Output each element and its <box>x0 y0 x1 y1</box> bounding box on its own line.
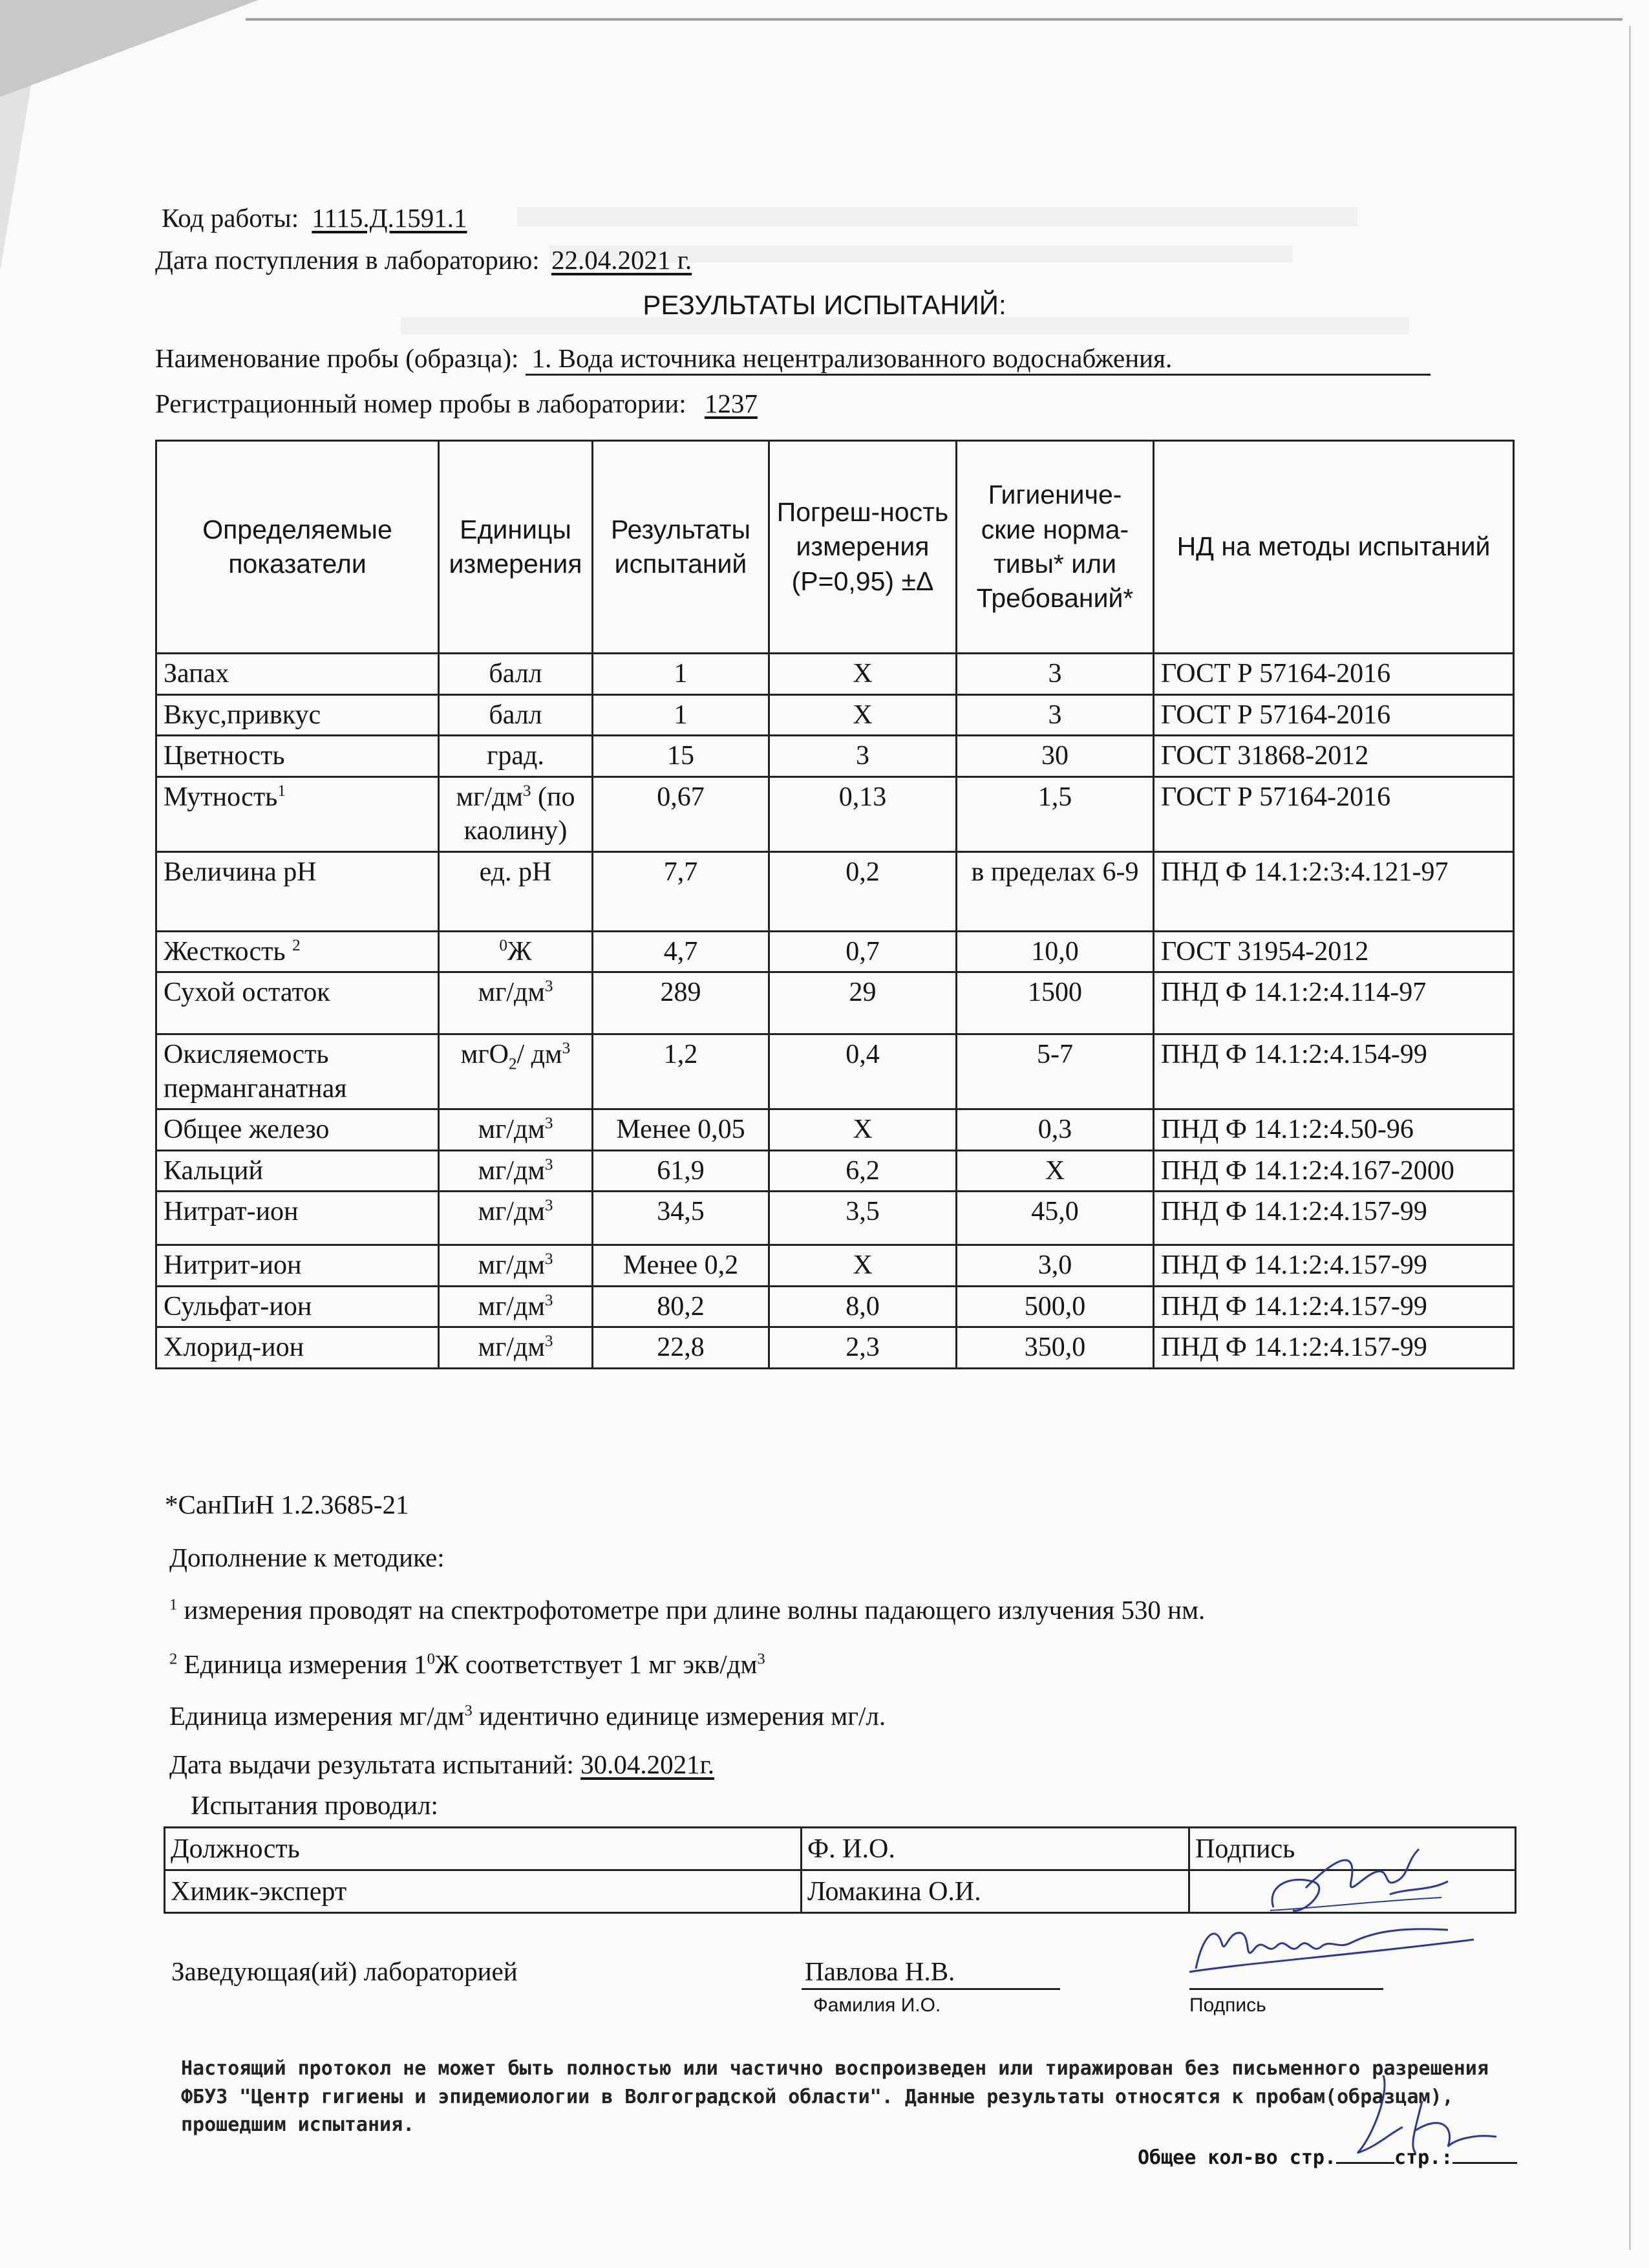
cell-unit <box>439 1150 593 1192</box>
head-label: Заведующая(ий) лабораторией <box>171 1956 518 1986</box>
footnote-2-text-b: Ж соответствует 1 мг экв/дм <box>434 1649 758 1679</box>
table-row <box>156 1150 1514 1192</box>
footnote-1-text: измерения проводят на спектрофотометре при длине волны падающего излучения 530 нм. <box>177 1595 1206 1625</box>
cell-norm: Х <box>957 1150 1154 1192</box>
cell-result: 1,2 <box>593 1034 769 1109</box>
received-date-label: Дата поступления в лабораторию: <box>155 245 540 275</box>
col-header-result: Результаты испытаний <box>593 441 769 654</box>
cell-error: 6,2 <box>769 1150 957 1192</box>
received-date-value: 22.04.2021 г. <box>551 245 692 275</box>
cell-result: 1 <box>593 654 769 695</box>
issue-date-value: 30.04.2021г. <box>580 1749 715 1779</box>
reg-number-label: Регистрационный номер пробы в лаборатории: <box>155 389 686 418</box>
footnote-2-exponent: 3 <box>757 1650 765 1668</box>
unit-text: мг/дм <box>478 1332 545 1362</box>
cell-method: ГОСТ Р 57164-2016 <box>1154 654 1514 695</box>
cell-result: 1 <box>593 694 769 736</box>
unit-text: мг/дм <box>478 1115 545 1144</box>
cell-unit: балл <box>439 694 593 736</box>
cell-unit <box>439 1109 593 1151</box>
results-table <box>155 440 1515 1369</box>
indicator-text: Мутность <box>164 782 278 812</box>
unit-equivalence-note <box>169 1700 886 1731</box>
footnote-2 <box>169 1649 765 1680</box>
cell-method: ГОСТ Р 57164-2016 <box>1154 694 1514 736</box>
sample-name-line <box>155 343 1506 376</box>
cell-norm: 3 <box>957 654 1154 695</box>
results-title: РЕЗУЛЬТАТЫ ИСПЫТАНИЙ: <box>643 290 1006 320</box>
cell-norm: 0,3 <box>957 1109 1154 1151</box>
cell-indicator: Общее железо <box>156 1109 439 1151</box>
cell-indicator: Хлорид-ион <box>156 1327 439 1369</box>
head-sign-rule <box>1189 1988 1383 1990</box>
cell-error: 0,4 <box>769 1034 957 1109</box>
cell-error: Х <box>769 694 957 736</box>
cell-result: 4,7 <box>593 931 769 972</box>
cell-result: 7,7 <box>593 851 769 931</box>
cell-result: 15 <box>593 736 769 777</box>
table-header-row <box>156 441 1514 654</box>
unit-text: мг/дм <box>478 1155 545 1186</box>
cell-indicator: Величина pH <box>156 851 439 931</box>
col-position: Должность <box>165 1828 802 1870</box>
unit-subscript: 2 <box>508 1055 517 1073</box>
issue-date-label: Дата выдачи результата испытаний: <box>169 1749 574 1779</box>
cell-method: ПНД Ф 14.1:2:4.157-99 <box>1154 1192 1514 1245</box>
cell-method: ПНД Ф 14.1:2:4.50-96 <box>1154 1109 1514 1151</box>
cell-error: 8,0 <box>769 1286 957 1327</box>
reg-number-line <box>155 388 758 419</box>
unit-exponent: 3 <box>562 1040 571 1057</box>
cell-unit <box>439 1034 593 1109</box>
col-name: Ф. И.О. <box>802 1828 1189 1870</box>
addition-title: Дополнение к методике: <box>169 1543 445 1572</box>
cell-error: 2,3 <box>769 1327 957 1369</box>
scan-top-edge <box>246 18 1622 21</box>
table-row <box>156 1034 1514 1109</box>
cell-method: ПНД Ф 14.1:2:4.114-97 <box>1154 972 1514 1034</box>
cell-result: 22,8 <box>593 1327 769 1369</box>
bleed-through <box>517 207 1357 226</box>
unit-text: мгО <box>460 1040 509 1069</box>
cell-norm: 30 <box>957 736 1154 777</box>
footnote-2-degree: 0 <box>427 1650 435 1668</box>
table-row <box>156 1327 1514 1369</box>
cell-unit: град. <box>439 736 593 777</box>
table-row <box>156 851 1514 931</box>
table-row <box>156 1286 1514 1327</box>
footer-initials <box>1345 2069 1506 2166</box>
cell-method: ПНД Ф 14.1:2:4.157-99 <box>1154 1327 1514 1369</box>
cell-unit <box>439 1286 593 1327</box>
cell-norm: 3,0 <box>957 1245 1154 1287</box>
footnote-1-mark: 1 <box>169 1596 178 1614</box>
unit-exponent: 3 <box>544 1155 553 1173</box>
table-row <box>156 736 1514 777</box>
table-row <box>156 1109 1514 1151</box>
cell-norm: в пределах 6-9 <box>957 851 1154 931</box>
footnote-mark: 2 <box>292 936 301 954</box>
unit-tail: (по каолину) <box>463 782 575 846</box>
footnote-mark: 1 <box>277 782 286 800</box>
tested-by-label: Испытания проводил: <box>191 1790 438 1820</box>
cell-unit <box>439 931 593 972</box>
cell-indicator: Нитрит-ион <box>156 1245 439 1287</box>
reg-number-value: 1237 <box>704 389 758 418</box>
cell-unit <box>439 972 593 1034</box>
cell-indicator: Нитрат-ион <box>156 1192 439 1245</box>
unit-degree: 0 <box>499 936 507 954</box>
head-name-caption: Фамилия И.О. <box>813 1995 941 2016</box>
col-signature: Подпись <box>1189 1828 1516 1870</box>
cell-unit <box>439 1327 593 1369</box>
unit-text: мг/дм <box>478 1291 545 1321</box>
table-row <box>156 931 1514 972</box>
col-header-unit: Единицы измерения <box>439 441 593 654</box>
table-row <box>156 776 1514 851</box>
unit-exponent: 3 <box>544 1115 553 1132</box>
cell-indicator: Вкус,привкус <box>156 694 439 736</box>
cell-norm: 350,0 <box>957 1327 1154 1369</box>
work-code-label: Код работы: <box>162 203 299 233</box>
cell-unit: балл <box>439 654 593 695</box>
col-header-indicator: Определяемые показатели <box>156 441 439 654</box>
cell-norm: 1,5 <box>957 776 1154 851</box>
cell-error: 0,7 <box>769 931 957 972</box>
cell-result: 61,9 <box>593 1150 769 1192</box>
cell-method: ГОСТ Р 57164-2016 <box>1154 776 1514 851</box>
unit-exponent: 3 <box>544 978 553 995</box>
cell-result: 80,2 <box>593 1286 769 1327</box>
cell-indicator <box>156 776 439 851</box>
unit-note-b: идентично единице измерения мг/л. <box>472 1701 886 1731</box>
cell-indicator <box>156 931 439 972</box>
table-row <box>156 1245 1514 1287</box>
cell-result: Менее 0,05 <box>593 1109 769 1151</box>
table-row <box>156 972 1514 1034</box>
table-row <box>156 654 1514 695</box>
cell-method: ПНД Ф 14.1:2:4.157-99 <box>1154 1245 1514 1287</box>
col-header-norm: Гигиениче-ские норма-тивы* или Требований* <box>957 441 1154 654</box>
footnote-2-text-a: Единица измерения 1 <box>177 1649 427 1679</box>
unit-text: мг/дм <box>478 978 545 1007</box>
cell-method: ПНД Ф 14.1:2:4.154-99 <box>1154 1034 1514 1109</box>
cell-indicator: Окисляемость перманганатная <box>156 1034 439 1109</box>
unit-exponent: 3 <box>522 782 531 800</box>
head-signature <box>1176 1910 1487 1988</box>
unit-text: Ж <box>507 936 532 967</box>
cell-method: ПНД Ф 14.1:2:4.167-2000 <box>1154 1150 1514 1192</box>
cell-method: ПНД Ф 14.1:2:3:4.121-97 <box>1154 851 1514 931</box>
issue-date-line <box>169 1749 714 1780</box>
cell-norm: 500,0 <box>957 1286 1154 1327</box>
cell-indicator: Цветность <box>156 736 439 777</box>
cell-result: Менее 0,2 <box>593 1245 769 1287</box>
received-date-line <box>155 244 692 275</box>
head-name-rule <box>802 1988 1060 1990</box>
page-count-label: Общее кол-во стр. <box>1138 2146 1337 2169</box>
cell-norm: 3 <box>957 694 1154 736</box>
unit-exponent: 3 <box>544 1250 553 1268</box>
cell-error: Х <box>769 1245 957 1287</box>
cell-method: ПНД Ф 14.1:2:4.157-99 <box>1154 1286 1514 1327</box>
head-sign-caption: Подпись <box>1189 1995 1266 2016</box>
work-code-value: 1115.Д.1591.1 <box>312 203 467 233</box>
footnote-1 <box>169 1594 1205 1625</box>
scan-right-edge <box>1629 26 1631 2250</box>
col-header-error: Погреш-ность измерения (Р=0,95) ±Δ <box>769 441 957 654</box>
cell-unit: ед. pH <box>439 851 593 931</box>
table-row <box>156 1192 1514 1245</box>
unit-note-exponent: 3 <box>464 1702 473 1720</box>
indicator-text: Жесткость <box>164 936 293 967</box>
col-header-method: НД на методы испытаний <box>1154 441 1514 654</box>
cell-norm: 5-7 <box>957 1034 1154 1109</box>
unit-text: мг/дм <box>456 782 523 812</box>
cell-result: 0,67 <box>593 776 769 851</box>
unit-exponent: 3 <box>544 1291 553 1309</box>
work-code-line <box>162 202 467 233</box>
unit-exponent: 3 <box>544 1332 553 1350</box>
cell-error: Х <box>769 1109 957 1151</box>
cell-error: 0,2 <box>769 851 957 931</box>
unit-text: мг/дм <box>478 1250 545 1280</box>
tester-name: Ломакина О.И. <box>802 1870 1189 1913</box>
cell-indicator: Сульфат-ион <box>156 1286 439 1327</box>
cell-error: 0,13 <box>769 776 957 851</box>
paper-fold-corner <box>0 0 259 97</box>
sanpin-note: *СанПиН 1.2.3685-21 <box>165 1490 409 1519</box>
unit-text: мг/дм <box>478 1197 545 1226</box>
unit-exponent: 3 <box>544 1197 553 1214</box>
table-row <box>156 694 1514 736</box>
cell-error: 3 <box>769 736 957 777</box>
cell-method: ГОСТ 31954-2012 <box>1154 931 1514 972</box>
unit-tail: / дм <box>516 1040 562 1069</box>
cell-error: 29 <box>769 972 957 1034</box>
tester-position: Химик-эксперт <box>165 1870 802 1913</box>
cell-method: ГОСТ 31868-2012 <box>1154 736 1514 777</box>
cell-result: 34,5 <box>593 1192 769 1245</box>
cell-unit <box>439 1245 593 1287</box>
sample-name-label: Наименование пробы (образца): <box>155 343 519 373</box>
disclaimer: Настоящий протокол не может быть полностью или частично воспроизведен или тиражирован без письменного разрешения ФБУЗ "Центр гигиены и эпидемиологии в Волгоградской области". Данные результаты относятся к пробам(образцам), прошедшим испытания. <box>181 2057 1489 2136</box>
cell-result: 289 <box>593 972 769 1034</box>
page-count-sep: стр.: <box>1394 2146 1453 2169</box>
cell-indicator: Сухой остаток <box>156 972 439 1034</box>
footnote-2-mark: 2 <box>169 1650 178 1668</box>
cell-norm: 45,0 <box>957 1192 1154 1245</box>
sample-name-value: 1. Вода источника нецентрализованного водоснабжения. <box>526 343 1431 376</box>
cell-indicator: Запах <box>156 654 439 695</box>
cell-unit <box>439 776 593 851</box>
cell-unit <box>439 1192 593 1245</box>
cell-error: 3,5 <box>769 1192 957 1245</box>
cell-norm: 1500 <box>957 972 1154 1034</box>
cell-error: Х <box>769 654 957 695</box>
unit-note-a: Единица измерения мг/дм <box>169 1701 465 1731</box>
cell-indicator: Кальций <box>156 1150 439 1192</box>
head-name: Павлова Н.В. <box>805 1956 955 1986</box>
cell-norm: 10,0 <box>957 931 1154 972</box>
